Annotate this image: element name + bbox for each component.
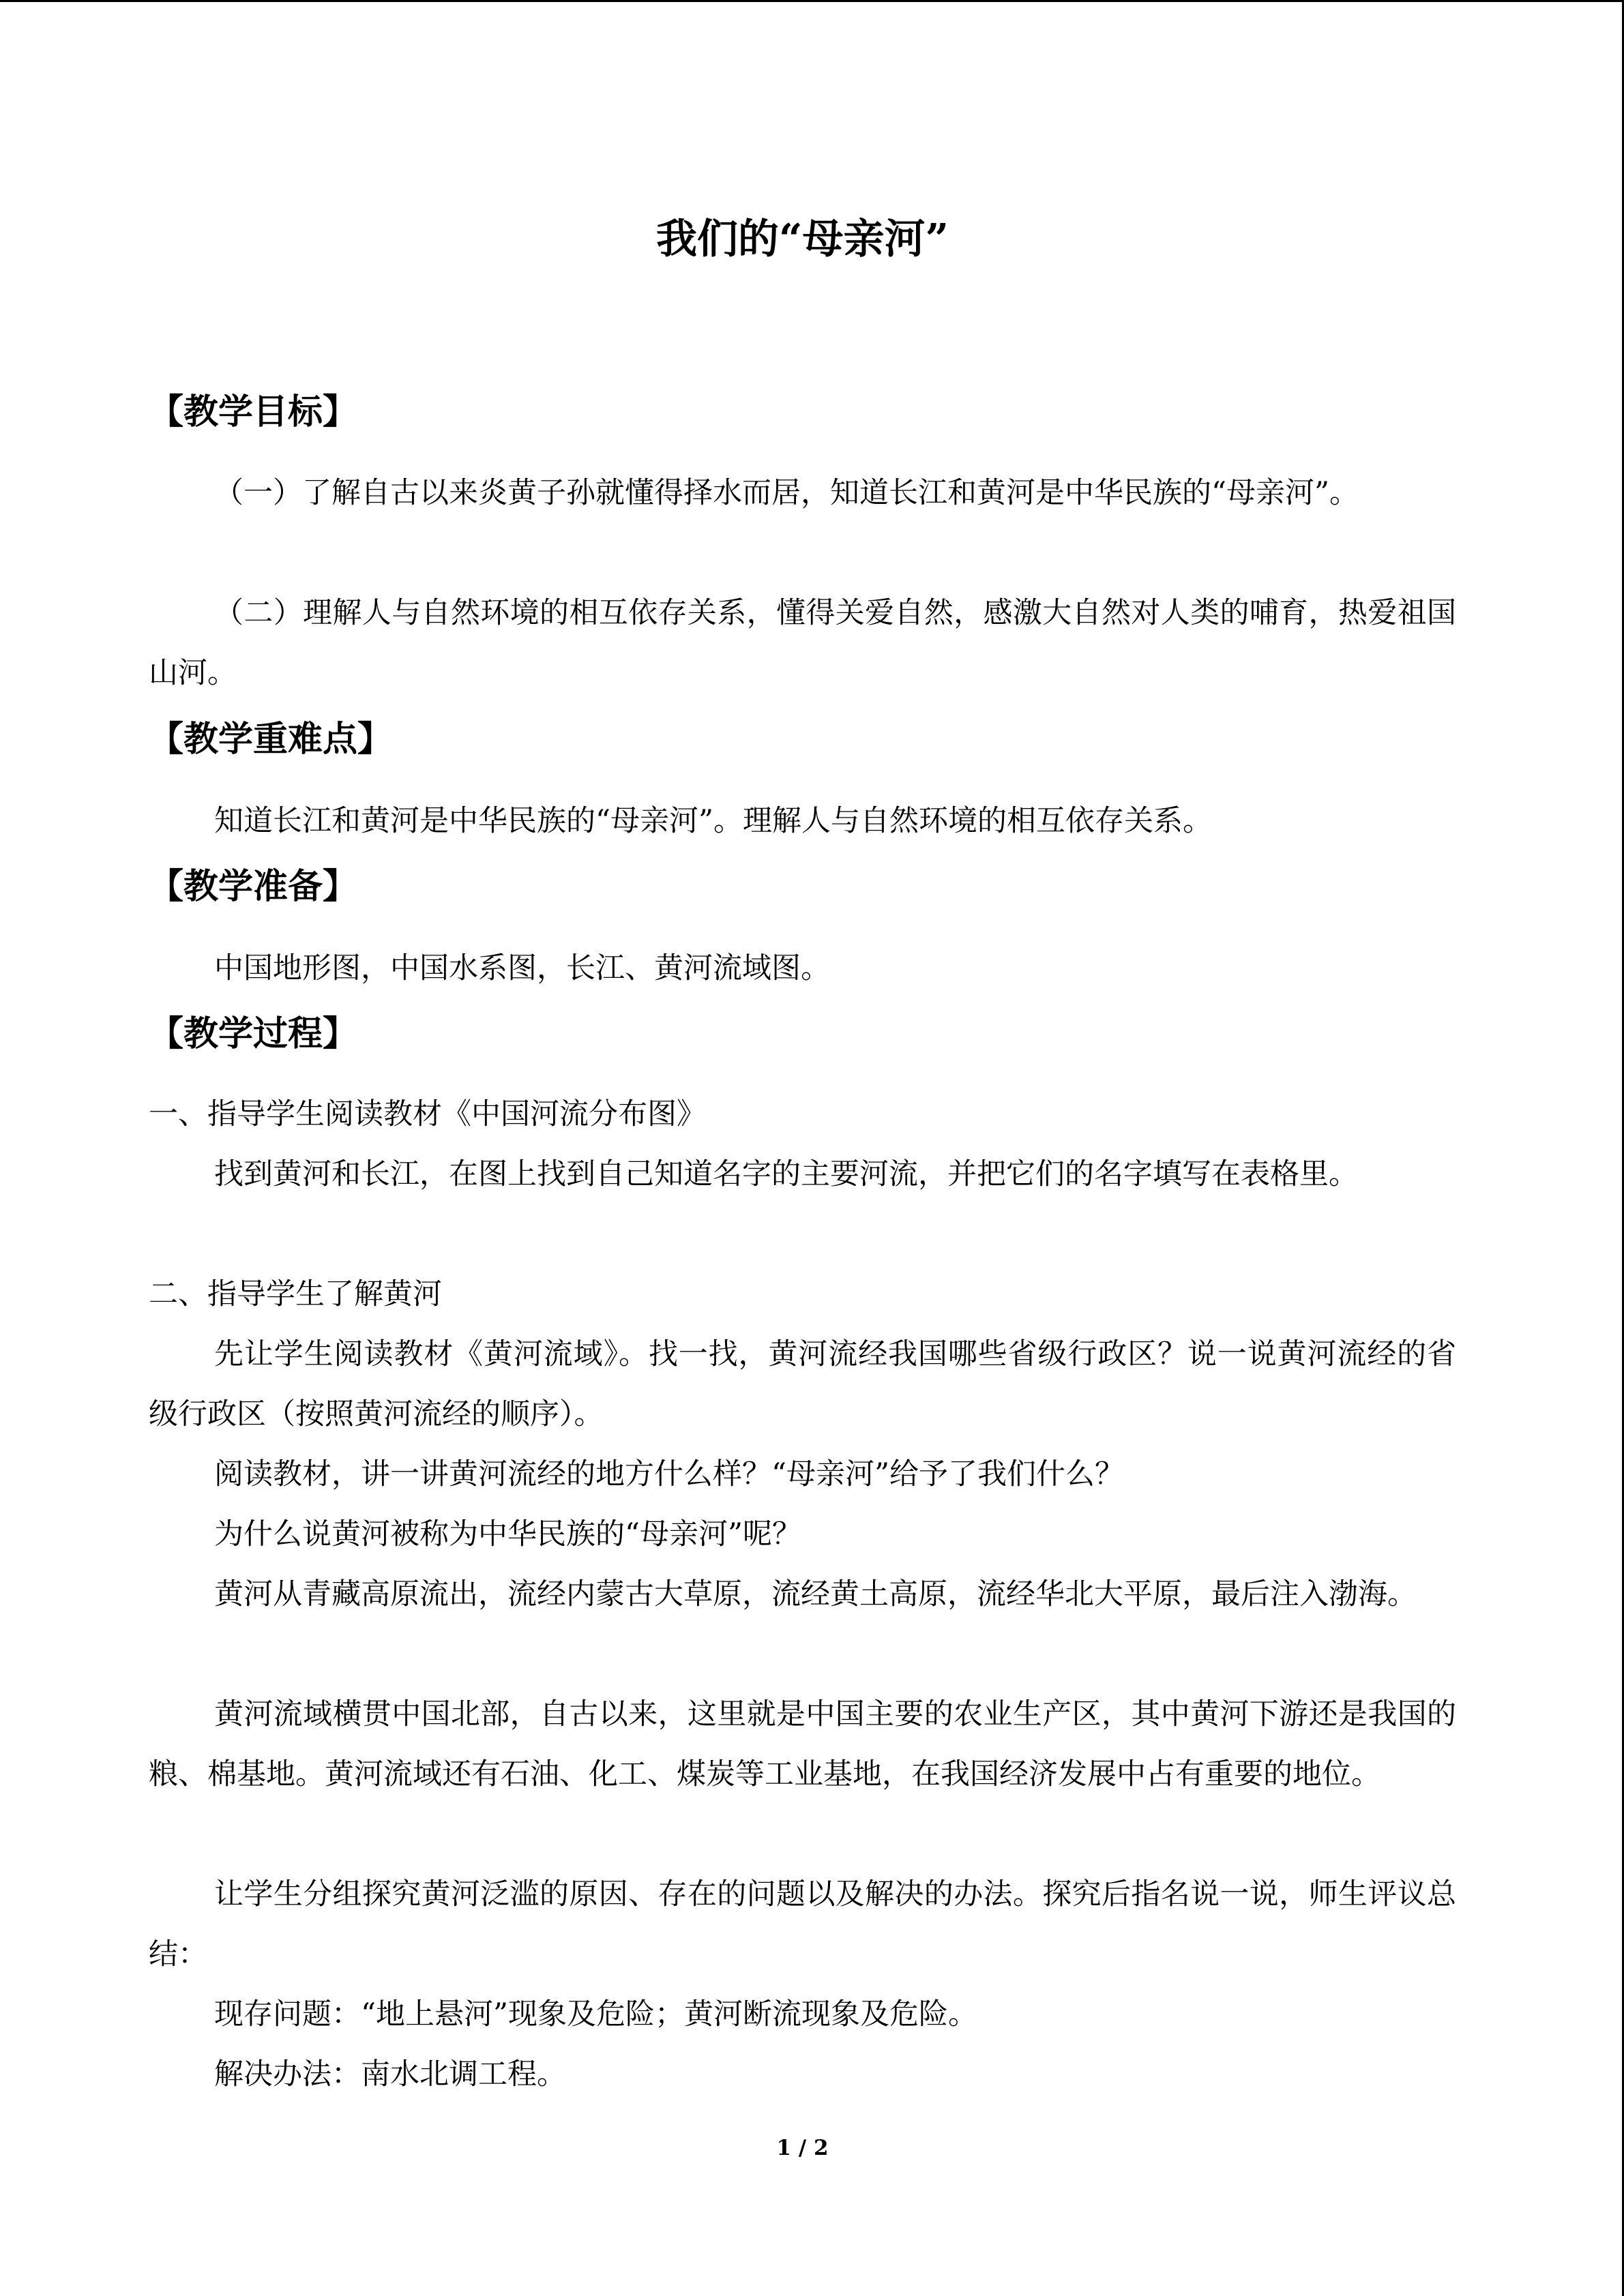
process-paragraph: 黄河从青藏高原流出，流经内蒙古大草原，流经黄土高原，流经华北大平原，最后注入渤海。 [214, 1577, 1417, 1611]
process-paragraph: 黄河流域横贯中国北部，自古以来，这里就是中国主要的农业生产区，其中黄河下游还是我国的粮、棉基地。黄河流域还有石油、化工、煤炭等工业基地，在我国经济发展中占有重要的地位。 [149, 1697, 1456, 1791]
process-paragraph: 解决办法：南水北调工程。 [214, 2057, 566, 2091]
heading-process: 【教学过程】 [149, 1014, 358, 1054]
process-paragraph: 阅读教材，讲一讲黄河流经的地方什么样？“母亲河”给予了我们什么？ [214, 1457, 1124, 1491]
document-title: 我们的“母亲河” [655, 215, 949, 263]
heading-key-points: 【教学重难点】 [149, 719, 393, 760]
heading-preparation: 【教学准备】 [149, 867, 358, 907]
process-paragraph: 让学生分组探究黄河泛滥的原因、存在的问题以及解决的办法。探究后指名说一说，师生评议总结： [149, 1877, 1456, 1971]
objective-paragraph: （一）了解自古以来炎黄子孙就懂得择水而居，知道长江和黄河是中华民族的“母亲河”。 [214, 476, 1359, 510]
page-border-top [0, 0, 1624, 2]
page-number: 1 / 2 [776, 2136, 829, 2160]
preparation-paragraph: 中国地形图，中国水系图，长江、黄河流域图。 [214, 951, 830, 985]
heading-objectives: 【教学目标】 [149, 392, 358, 432]
process-paragraph: 找到黄河和长江，在图上找到自己知道名字的主要河流，并把它们的名字填写在表格里。 [214, 1157, 1358, 1191]
process-step-title: 一、指导学生阅读教材《中国河流分布图》 [149, 1097, 706, 1131]
process-paragraph: 现存问题：“地上悬河”现象及危险；黄河断流现象及危险。 [214, 1997, 977, 2031]
objective-paragraph: （二）理解人与自然环境的相互依存关系，懂得关爱自然，感激大自然对人类的哺育，热爱祖国山河。 [149, 596, 1456, 690]
process-step-title: 二、指导学生了解黄河 [149, 1277, 442, 1311]
process-paragraph: 为什么说黄河被称为中华民族的“母亲河”呢？ [214, 1517, 801, 1551]
process-paragraph: 先让学生阅读教材《黄河流域》。找一找，黄河流经我国哪些省级行政区？说一说黄河流经的省级行政区（按照黄河流经的顺序）。 [149, 1337, 1456, 1431]
key-points-paragraph: 知道长江和黄河是中华民族的“母亲河”。理解人与自然环境的相互依存关系。 [214, 804, 1212, 838]
